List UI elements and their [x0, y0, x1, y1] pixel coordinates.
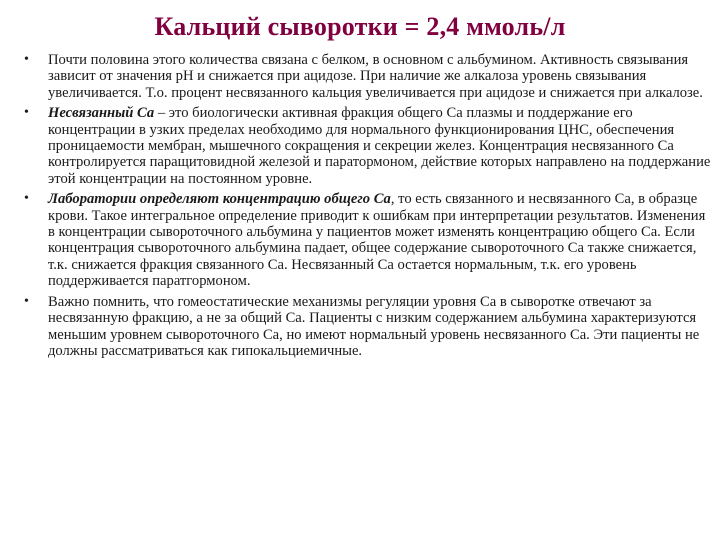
bullet-dot-icon: • [24, 191, 29, 207]
bullet-lead: Лаборатории определяют концентрацию общего Са [48, 191, 391, 208]
bullet-item [22, 52, 714, 101]
bullet-text: Важно помнить, что гомеостатические механизмы регуляции уровня Са в сыворотке отвечают за несвязанную фракцию, а не за общий Са. Пациенты с низким содержанием альбумина характеризуются меньшим уровнем сывороточного Са, но имеют нормальный уровень несвязанного Са. Эти пациенты не должны рассматриваться как гипокальциемичные. [48, 293, 700, 359]
bullet-dot-icon: • [24, 52, 29, 67]
bullet-text: , то есть связанного и несвязанного Са, в образце крови. Такое интегральное определение приводит к ошибкам при интерпретации результатов. Изменения в концентрации сывороточного альбумина у пациентов может изменять концентрацию общего Са. Если концентрация сывороточного альбумина падает, общее содержание сывороточного Са также снижается, т.к. снижается фракция связанного Са. Несвязанный Са остается нормальным, т.к. его уровень поддерживается паратгормоном. [48, 191, 706, 290]
bullet-text: – это биологически активная фракция общего Са плазмы и поддержание его концентрации в узких пределах необходимо для нормального функционирования ЦНС, обеспечения проницаемости мембран, мышечного сокращения и секреции желез. Концентрация несвязанного Са контролируется паращитовидной железой и паратормоном, действие которых направлено на поддержание этой концентрации на постоянном уровне. [48, 105, 711, 187]
bullet-item [22, 294, 714, 360]
bullet-text: Почти половина этого количества связана с белком, в основном с альбумином. Активность связывания зависит от значения рН и снижается при ацидозе. При наличие же алкалоза уровень связывания увеличивается. Т.о. процент несвязанного кальция увеличивается при ацидозе и снижается при алкалозе. [48, 52, 703, 101]
bullet-dot-icon: • [24, 105, 29, 121]
slide-title: Кальций сыворотки = 2,4 ммоль/л [154, 12, 566, 41]
bullet-list [22, 52, 714, 363]
bullet-item [22, 105, 714, 187]
bullet-item [22, 191, 714, 289]
bullet-dot-icon: • [24, 293, 29, 309]
bullet-lead: Несвязанный Са [48, 105, 155, 122]
